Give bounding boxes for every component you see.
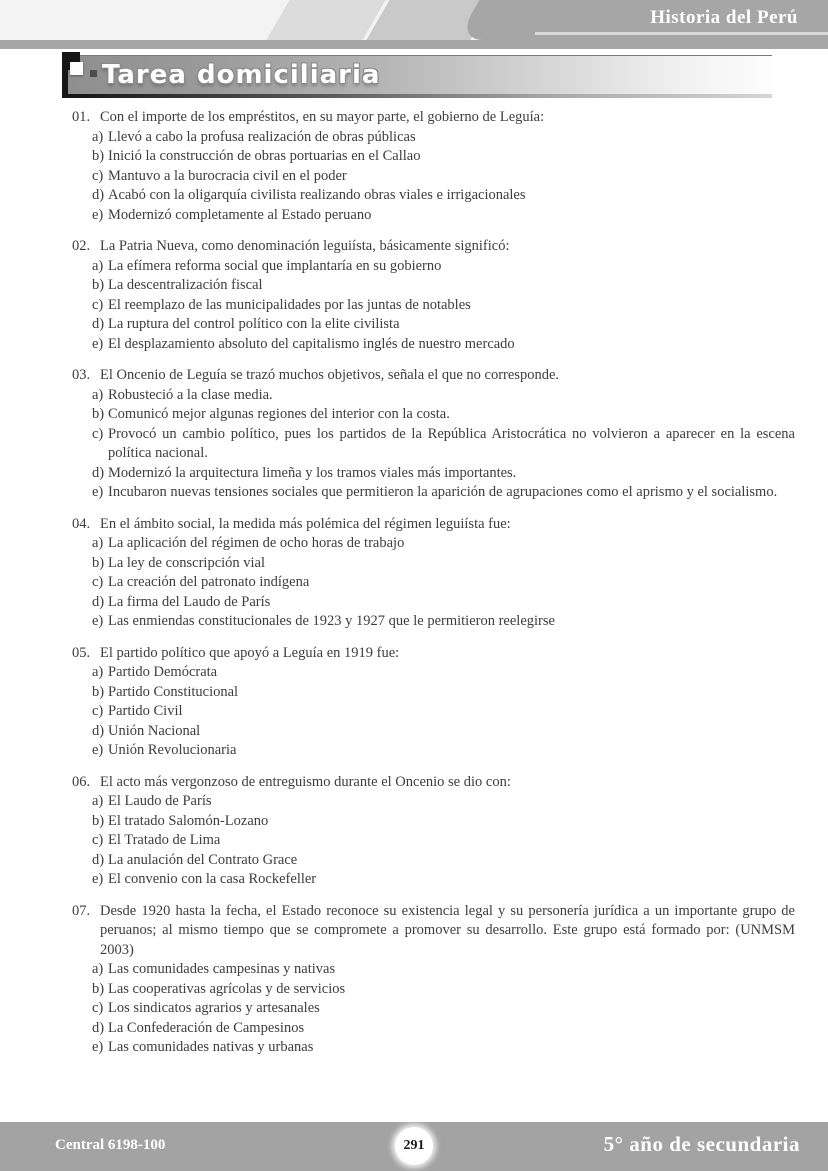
option-row — [72, 812, 795, 832]
question-text: Desde 1920 hasta la fecha, el Estado reconoce su existencia legal y su personería jurídica a un importante grupo de peruanos; al mismo tiempo que se compromete a promover su desarrollo. Este grupo está formado por: (UNMSM 2003) — [100, 902, 795, 958]
option-row — [72, 386, 795, 406]
option-letter: a) — [92, 128, 104, 145]
option-letter: e) — [92, 206, 104, 223]
option-letter: d) — [92, 316, 105, 332]
question-item — [72, 515, 795, 632]
option-text: La creación del patronato indígena — [108, 574, 310, 590]
option-text: La aplicación del régimen de ocho horas de trabajo — [108, 535, 405, 551]
option-letter: e) — [92, 871, 104, 887]
option-text: Inició la construcción de obras portuarias en el Callao — [108, 148, 421, 164]
question-item — [72, 366, 795, 503]
question-item — [72, 902, 795, 1058]
option-letter: e) — [92, 742, 104, 758]
option-row — [72, 1038, 795, 1058]
question-text: La Patria Nueva, como denominación leguiísta, básicamente significó: — [100, 238, 510, 254]
option-text: Partido Civil — [108, 703, 183, 719]
footer-phone: Central 6198-100 — [55, 1137, 166, 1153]
option-text: Las enmiendas constitucionales de 1923 y 1927 que le permitieron reelegirse — [108, 613, 555, 629]
option-row — [72, 425, 795, 464]
option-letter: e) — [92, 1039, 104, 1055]
option-row — [72, 1019, 795, 1039]
option-list — [72, 257, 795, 355]
option-text: Las cooperativas agrícolas y de servicios — [108, 980, 346, 997]
option-letter: c) — [92, 167, 104, 184]
option-text: La anulación del Contrato Grace — [108, 851, 298, 868]
option-letter: d) — [92, 722, 105, 739]
option-list — [72, 534, 795, 632]
option-letter: d) — [92, 851, 105, 868]
option-row — [72, 870, 795, 890]
question-item — [72, 644, 795, 761]
option-text: Robusteció a la clase media. — [108, 386, 273, 403]
question-number: 02. — [72, 238, 91, 254]
option-letter: d) — [92, 593, 105, 610]
option-row — [72, 186, 795, 206]
option-letter: b) — [92, 277, 105, 293]
option-row — [72, 980, 795, 1000]
option-text: La descentralización fiscal — [108, 277, 263, 293]
option-text: La Confederación de Campesinos — [108, 1019, 305, 1036]
question-number: 04. — [72, 515, 91, 532]
option-row — [72, 663, 795, 683]
option-letter: b) — [92, 554, 105, 571]
option-letter: c) — [92, 296, 104, 313]
option-row — [72, 999, 795, 1019]
option-letter: d) — [92, 187, 105, 203]
header-diagonal-stripe-light — [266, 0, 385, 40]
option-row — [72, 741, 795, 761]
option-text: El desplazamiento absoluto del capitalismo inglés de nuestro mercado — [108, 335, 515, 352]
question-number: 01. — [72, 109, 91, 125]
option-text: Las comunidades campesinas y nativas — [108, 961, 336, 977]
option-row — [72, 534, 795, 554]
option-row — [72, 722, 795, 742]
question-number: 03. — [72, 367, 91, 383]
section-title: Tarea domiciliaria — [102, 60, 381, 90]
option-row — [72, 296, 795, 316]
option-text: Los sindicatos agrarios y artesanales — [108, 1000, 320, 1016]
option-row — [72, 554, 795, 574]
question-number: 07. — [72, 902, 91, 919]
option-text: Unión Nacional — [108, 722, 201, 739]
question-item — [72, 773, 795, 890]
question-text: El partido político que apoyó a Leguía en 1919 fue: — [100, 644, 400, 661]
question-head — [72, 366, 795, 386]
option-text: Las comunidades nativas y urbanas — [108, 1039, 314, 1055]
option-letter: b) — [92, 148, 105, 164]
option-row — [72, 851, 795, 871]
option-text: El reemplazo de las municipalidades por las juntas de notables — [108, 296, 471, 313]
option-text: La efímera reforma social que implantaría en su gobierno — [108, 257, 442, 274]
question-text: El acto más vergonzoso de entreguismo durante el Oncenio se dio con: — [100, 773, 511, 790]
question-head — [72, 773, 795, 793]
option-letter: c) — [92, 832, 104, 848]
question-head — [72, 237, 795, 257]
option-row — [72, 276, 795, 296]
option-row — [72, 960, 795, 980]
option-letter: b) — [92, 980, 105, 997]
question-number: 06. — [72, 773, 91, 790]
option-text: La firma del Laudo de París — [108, 593, 271, 610]
option-row — [72, 573, 795, 593]
option-text: Mantuvo a la burocracia civil en el poder — [108, 167, 347, 184]
question-item — [72, 237, 795, 354]
option-text: La ruptura del control político con la elite civilista — [108, 316, 400, 332]
question-head — [72, 902, 795, 961]
option-letter: a) — [92, 664, 104, 680]
option-letter: c) — [92, 1000, 104, 1016]
option-letter: c) — [92, 574, 104, 590]
question-number: 05. — [72, 644, 91, 661]
option-text: Comunicó mejor algunas regiones del interior con la costa. — [108, 406, 450, 422]
question-text: En el ámbito social, la medida más polémica del régimen leguiísta fue: — [100, 515, 511, 532]
option-row — [72, 206, 795, 226]
page-header — [0, 0, 828, 40]
option-letter: c) — [92, 703, 104, 719]
option-row — [72, 405, 795, 425]
question-list — [72, 108, 795, 1070]
question-head — [72, 515, 795, 535]
option-row — [72, 792, 795, 812]
bullet-square-icon — [90, 70, 97, 77]
option-letter: d) — [92, 464, 105, 481]
page-footer — [0, 1122, 828, 1171]
course-title: Historia del Perú — [650, 7, 798, 28]
option-letter: b) — [92, 683, 105, 700]
option-row — [72, 167, 795, 187]
option-text: El tratado Salomón-Lozano — [108, 812, 269, 829]
option-row — [72, 612, 795, 632]
option-letter: a) — [92, 535, 104, 551]
option-text: El Tratado de Lima — [108, 832, 221, 848]
option-row — [72, 683, 795, 703]
option-text: El convenio con la casa Rockefeller — [108, 871, 317, 887]
option-text: Acabó con la oligarquía civilista realizando obras viales e irrigacionales — [108, 187, 526, 203]
option-row — [72, 483, 795, 503]
option-row — [72, 128, 795, 148]
header-bottom-strip — [0, 40, 828, 49]
option-text: Provocó un cambio político, pues los partidos de la República Aristocrática no volvieron a aparecer en la escena política nacional. — [108, 425, 795, 461]
option-letter: e) — [92, 484, 104, 500]
option-letter: c) — [92, 425, 104, 442]
option-row — [72, 593, 795, 613]
option-list — [72, 663, 795, 761]
option-list — [72, 128, 795, 226]
option-list — [72, 792, 795, 890]
option-text: La ley de conscripción vial — [108, 554, 266, 571]
option-text: El Laudo de París — [108, 793, 212, 809]
option-letter: a) — [92, 386, 104, 403]
option-letter: a) — [92, 793, 104, 809]
question-text: Con el importe de los empréstitos, en su mayor parte, el gobierno de Leguía: — [100, 109, 545, 125]
section-banner — [62, 52, 772, 98]
white-square-icon — [70, 62, 83, 75]
option-letter: b) — [92, 406, 105, 422]
option-row — [72, 702, 795, 722]
option-letter: b) — [92, 812, 105, 829]
option-row — [72, 315, 795, 335]
option-row — [72, 335, 795, 355]
option-text: Modernizó la arquitectura limeña y los tramos viales más importantes. — [108, 464, 517, 481]
question-head — [72, 644, 795, 664]
option-letter: a) — [92, 961, 104, 977]
option-row — [72, 464, 795, 484]
option-text: Partido Demócrata — [108, 664, 218, 680]
option-row — [72, 147, 795, 167]
footer-grade-label: 5° año de secundaria — [603, 1132, 800, 1156]
section-banner-shadow — [62, 94, 772, 98]
header-title-underline — [535, 32, 828, 35]
option-list — [72, 386, 795, 503]
option-letter: e) — [92, 335, 104, 352]
question-item — [72, 108, 795, 225]
page-number-badge: 291 — [395, 1127, 433, 1165]
question-head — [72, 108, 795, 128]
option-text: Partido Constitucional — [108, 683, 239, 700]
question-text: El Oncenio de Leguía se trazó muchos objetivos, señala el que no corresponde. — [100, 367, 560, 383]
option-text: Incubaron nuevas tensiones sociales que permitieron la aparición de agrupaciones como el aprismo y el socialismo. — [108, 484, 778, 500]
option-letter: a) — [92, 257, 104, 274]
option-text: Llevó a cabo la profusa realización de obras públicas — [108, 128, 416, 145]
option-row — [72, 831, 795, 851]
option-text: Unión Revolucionaria — [108, 742, 237, 758]
option-text: Modernizó completamente al Estado peruano — [108, 206, 372, 223]
option-letter: e) — [92, 613, 104, 629]
option-row — [72, 257, 795, 277]
option-letter: d) — [92, 1019, 105, 1036]
option-list — [72, 960, 795, 1058]
